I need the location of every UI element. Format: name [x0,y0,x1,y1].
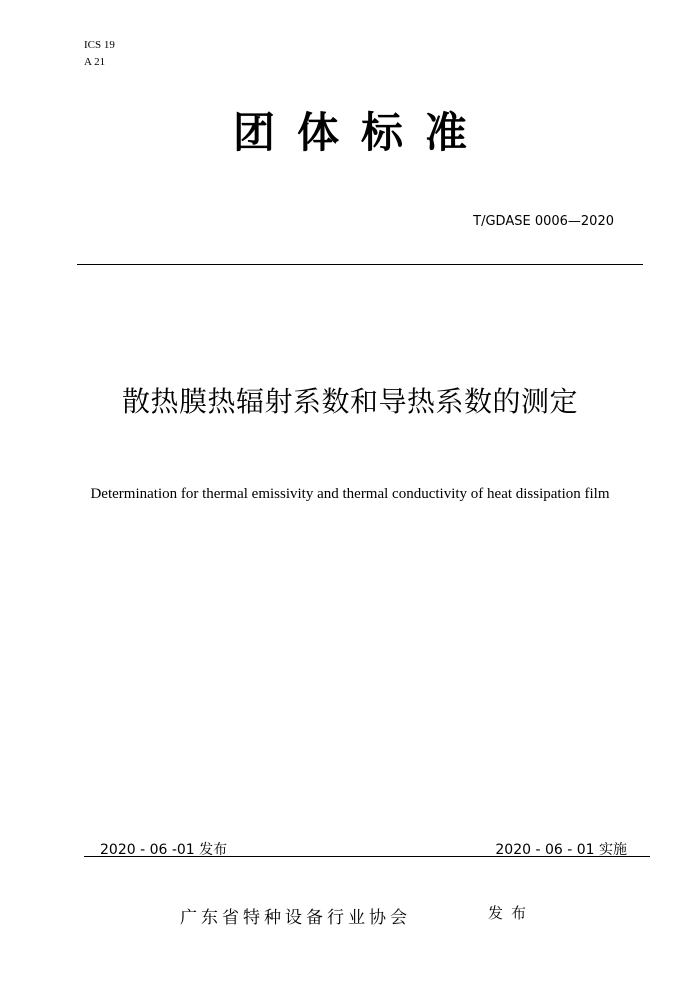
publish-label: 发布 [488,904,535,922]
top-divider [77,264,643,265]
bottom-divider [84,856,650,857]
classification-block [84,37,115,71]
publish-date: 2020 - 06 -01 发布 [100,842,228,858]
ics-code: ICS 19 [84,39,115,51]
standard-type-heading: 团体标准 [232,108,489,157]
document-title-english: Determination for thermal emissivity and thermal conductivity of heat dissipation film [90,486,610,502]
document-title-chinese: 散热膜热辐射系数和导热系数的测定 [121,385,578,418]
publisher-name: 广东省特种设备行业协会 [180,908,411,928]
ccs-code: A 21 [84,56,106,68]
implementation-date: 2020 - 06 - 01 实施 [495,842,627,858]
standard-number: T/GDASE 0006—2020 [473,214,614,229]
